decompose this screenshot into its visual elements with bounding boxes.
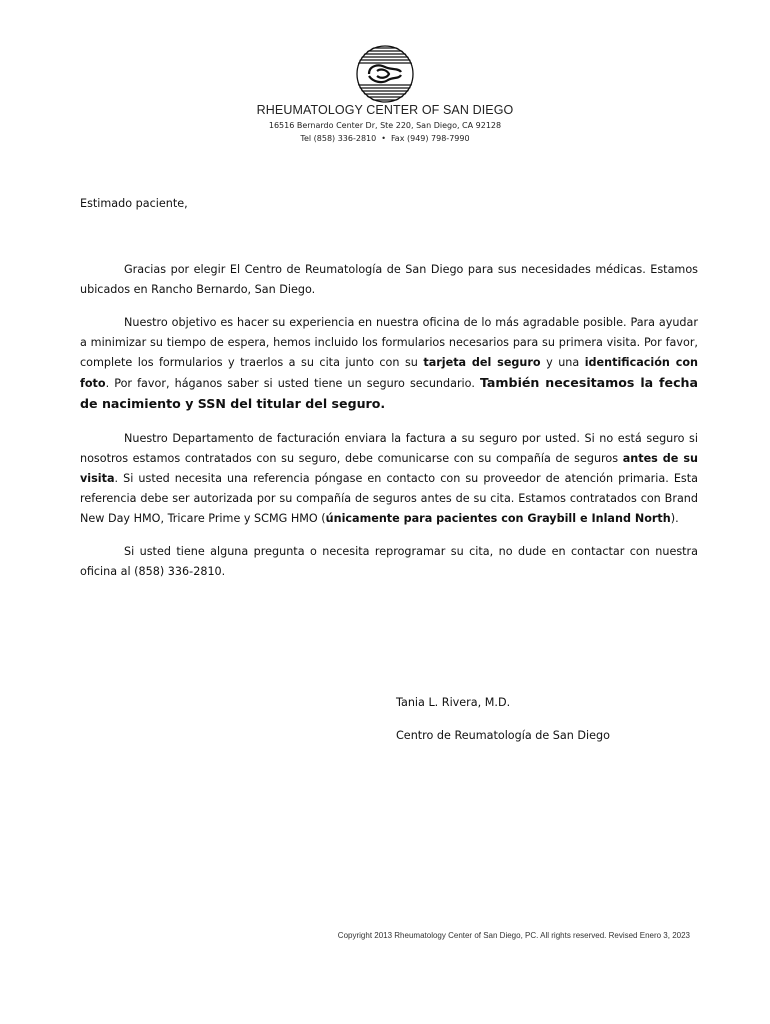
paragraph-contact-text: Si usted tiene alguna pregunta o necesita reprogramar su cita, no dude en contactar con nuestra oficina al (858) 336-2810. [80, 545, 698, 578]
paragraph-objective-text: y una [540, 356, 585, 369]
photo-id-emphasis: identificación con foto [80, 356, 698, 390]
dob-ssn-emphasis: También necesitamos la fecha de nacimiento y SSN del titular del seguro. [80, 375, 699, 411]
paragraph-objective-text: Nuestro objetivo es hacer su experiencia en nuestra oficina de lo más agradable posible. Para ayudar a minimizar su tiempo de espera, hemos incluido los formularios necesarios para su primera visita. Por favor, complete los formularios y traerlos a su cita junto con su [80, 316, 698, 369]
paragraph-contact [80, 542, 698, 582]
paragraph-billing-text: . Si usted necesita una referencia póngase en contacto con su proveedor de atención primaria. Esta referencia debe ser autorizada por su compañía de seguros antes de su cita. Estamos contratados con Brand New Day HMO, Tricare Prime y SCMG HMO ( [80, 472, 698, 525]
footer-copyright: Copyright 2013 Rheumatology Center of San Diego, PC. All rights reserved. Revised Enero 3, 2023 [337, 931, 690, 940]
paragraph-billing-text: ). [670, 512, 679, 525]
org-fax: Fax (949) 798-7990 [390, 134, 470, 143]
signature-name: Tania L. Rivera, M.D. [396, 696, 511, 709]
paragraph-objective-text: . Por favor, háganos saber si usted tiene un seguro secundario. [105, 377, 480, 390]
contact-separator: • [381, 134, 386, 143]
paragraph-objective [80, 313, 698, 415]
signature-organization: Centro de Reumatología de San Diego [396, 729, 610, 742]
paragraph-welcome [80, 260, 698, 300]
insurance-card-emphasis: tarjeta del seguro [423, 356, 541, 369]
paragraph-billing [80, 429, 698, 529]
graybill-inland-emphasis: únicamente para pacientes con Graybill e Inland North [325, 512, 671, 525]
org-contact-line [0, 134, 770, 143]
paragraph-billing-text: Nuestro Departamento de facturación enviara la factura a su seguro por usted. Si no está seguro si nosotros estamos contratados con su seguro, debe comunicarse con su compañía de seguros [80, 432, 698, 465]
paragraph-welcome-text: Gracias por elegir El Centro de Reumatología de San Diego para sus necesidades médicas. Estamos ubicados en Rancho Bernardo, San Diego. [80, 263, 698, 296]
rheumatology-center-logo [355, 44, 415, 104]
org-address: 16516 Bernardo Center Dr, Ste 220, San Diego, CA 92128 [268, 121, 502, 130]
before-visit-emphasis: antes de su visita [80, 452, 698, 485]
org-telephone: Tel (858) 336-2810 [300, 134, 377, 143]
salutation: Estimado paciente, [80, 197, 188, 210]
org-name: RHEUMATOLOGY CENTER OF SAN DIEGO [256, 103, 514, 117]
